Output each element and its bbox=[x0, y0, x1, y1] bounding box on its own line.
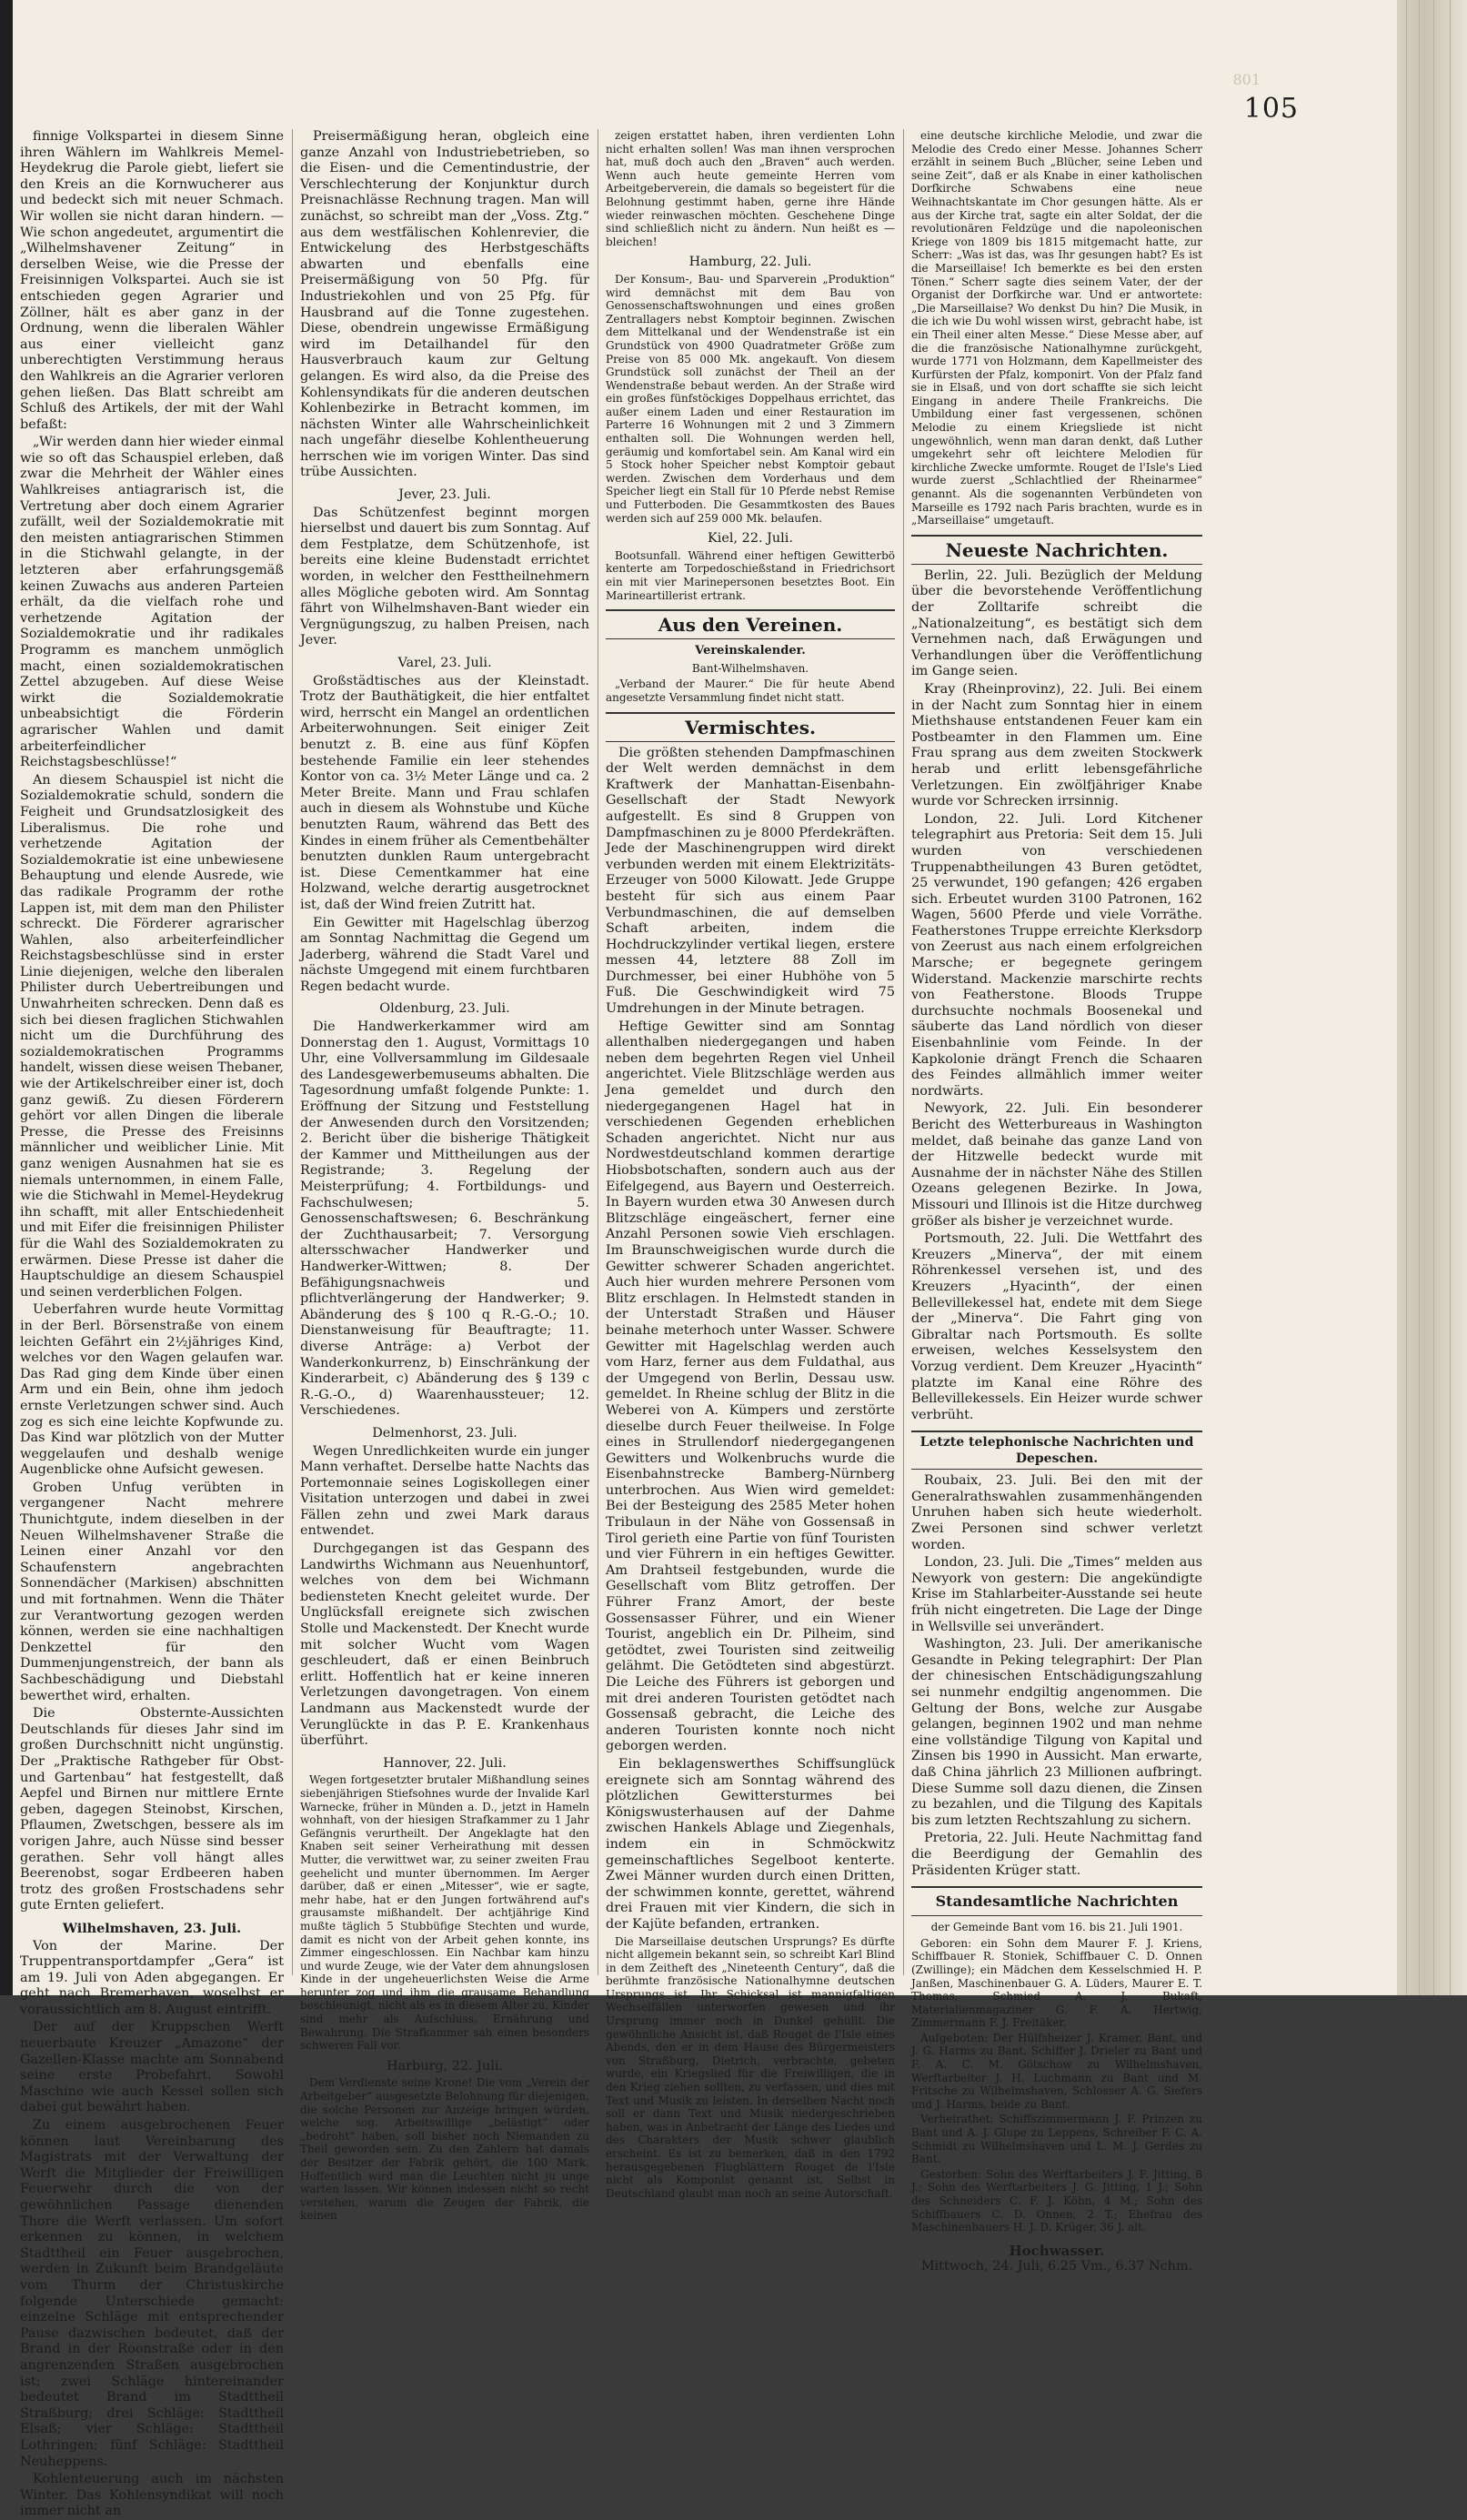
article-paragraph: Zu einem ausgebrochenen Feuer können laut Vereinbarung des Magistrats mit der Verwaltung der Werft die Mitglieder der Freiwilligen Feuerwehr durch die von der gewöhnlichen Passage dienenden Thore die Werft verlassen. Um sofort erkennen zu können, in welchem Stadttheil ein Feuer ausgebrochen, werden in Zukunft beim Brandgeläute vom Thurm der Christuskirche folgende Unterschiede gemacht: einzelne Schläge mit entsprechender Pause dazwischen bedeutet, daß der Brand in der Roonstraße oder in den angrenzenden Straßen ausgebrochen ist; zwei Schläge hintereinander bedeutet Brand im Stadttheil Straßburg; drei Schläge: Stadttheil Elsaß; vier Schläge: Stadttheil Lothringen; fünf Schläge: Stadttheil Neuheppens. bbox=[20, 2118, 284, 2469]
article-paragraph: Groben Unfug verübten in vergangener Nacht mehrere Thunichtgute, indem dieselben in der Neuen Wilhelmshavener Straße die Leinen einer Anzahl vor den Schaufenstern angebrachten Sonnendächer (Markisen) abschnitten und mit fortnahmen. Wenn die Thäter zur Verantwortung gezogen werden können, werden sie eine nachhaltigen Denkzettel für den Dummenjungenstreich, der bann als Sachbeschädigung und Diebstahl bewerthet wird, erhalten. bbox=[20, 1480, 284, 1703]
article-paragraph: eine deutsche kirchliche Melodie, und zwar die Melodie des Credo einer Messe. Johannes Scherr erzählt in seinem Buch „Blücher, seine Leben und seine Zeit“, daß er als Knabe in einer katholischen Dorfkirche Schwabens eine neue Weihnachtskantate im Chor gesungen hätte. Als er aus der Kirche trat, sagte ein alter Soldat, der die revolutionären Feldzüge und die napoleonischen Kriege von 1809 bis 1815 mitgemacht hatte, zur Scherr: „Was ist das, was Ihr gesungen habt? Es ist die Marseillaise! Ich bemerkte es bei den ersten Tönen.“ Scherr sagte dies seinem Vater, der der Organist der Dorfkirche war. Und er antwortete: „Die Marseillaise? Wo denkst Du hin? Die Musik, in die ich wie Du wohl wissen wirst, gebracht habe, ist ein Theil einer alten Messe.“ Diese Messe aber, auf die die französische Nationalhymne zurückgeht, wurde 1771 von Holzmann, dem Kapellmeister des Kurfürsten der Pfalz, komponirt. Von der Pfalz fand sie in Elsaß, und von dort schaffte sie sich leicht Eingang in andere Theile Frankreichs. Die Umbildung einer fast vergessenen, schönen Melodie zu einem Kriegsliede ist nicht ungewöhnlich, wenn man daran denkt, daß Luther umgekehrt sehr oft leichtere Melodien für kirchliche Zwecke umformte. Rouget de l'Isle's Lied wurde zuerst „Schlachtlied der Rheinarmee“ genannt. Als die sogenannten Verbündeten von Marseille es 1792 nach Paris brachten, wurde es in „Marseillaise“ umgetauft. bbox=[911, 129, 1202, 527]
dateline: Hannover, 22. Juli. bbox=[383, 1755, 507, 1771]
article-paragraph: Roubaix, 23. Juli. Bei den mit der Generalrathswahlen zusammenhängenden Unruhen haben sich heute wiederholt. Zwei Personen sind schwer verletzt worden. bbox=[911, 1473, 1202, 1552]
section-heading: Standesamtliche Nachrichten bbox=[911, 1886, 1202, 1916]
article-paragraph: Newyork, 22. Juli. Ein besonderer Bericht des Wetterbureaus in Washington meldet, daß beinahe das ganze Land von der Hitzwelle bedeckt wurde mit Ausnahme der in nächster Nähe des Stillen Ozeans gelegenen Bezirke. In Jowa, Missouri und Illinois ist die Hitze durchweg größer als bisher je verzeichnet wurde. bbox=[911, 1101, 1202, 1229]
article-paragraph: Ein beklagenswerthes Schiffsunglück ereignete sich am Sonntag während des plötzlichen Gewittersturmes bei Königswusterhausen auf der Dahme zwischen Hankels Ablage und Ziegenhals, indem ein in Schmöckwitz gemeinschaftliches Segelboot kenterte. Zwei Männer wurden durch einen Dritten, der schwimmen konnte, gerettet, während drei Frauen mit vier Kindern, die sich in der Kajüte befanden, ertranken. bbox=[606, 1756, 895, 1932]
section-subheading: Vereinskalender. bbox=[695, 644, 806, 658]
section-heading: Letzte telephonische Nachrichten und Depeschen. bbox=[911, 1431, 1202, 1470]
dateline: Hamburg, 22. Juli. bbox=[688, 255, 812, 270]
corner-mark: 801 bbox=[1232, 71, 1261, 88]
page-number: 105 bbox=[1243, 93, 1299, 125]
column-2 bbox=[300, 129, 589, 2223]
column-rule bbox=[903, 129, 904, 1975]
scan-border bbox=[0, 0, 13, 1995]
article-paragraph: Pretoria, 22. Juli. Heute Nachmittag fand die Beerdigung der Gemahlin des Präsidenten Krüger statt. bbox=[911, 1831, 1202, 1878]
column-1 bbox=[20, 129, 284, 2519]
edge-line bbox=[1419, 0, 1420, 1995]
column-rule bbox=[292, 129, 293, 1975]
section-heading: Vermischtes. bbox=[606, 712, 895, 742]
article-paragraph: Heftige Gewitter sind am Sonntag allenthalben niedergegangen und haben neben dem begehrten Regen viel Unheil angerichtet. Viele Blitzschläge werden aus Jena gemeldet und durch den niedergegangenen Hagel hat in verschiedenen Gegenden erheblichen Schaden angerichtet. Nicht nur aus Nordwestdeutschland kommen derartige Hiobsbotschaften, sondern auch aus der Eifelgegend, aus Bayern und Oesterreich. In Bayern wurden etwa 30 Anwesen durch Blitzschläge eingeäschert, ferner eine Anzahl Personen sowie Vieh erschlagen. Im Braunschweigischen wurde durch die Gewitter schwerer Schaden angerichtet. Auch hier wurden mehrere Personen vom Blitz erschlagen. In Helmstedt standen in der Unterstadt Straßen und Häuser beinahe meterhoch unter Wasser. Schwere Gewitter mit Hagelschlag werden auch vom Harz, ferner aus dem Fuldathal, aus der Umgegend von Berlin, Dessau usw. gemeldet. In Rheine schlug der Blitz in die Weberei von A. Kümpers und zerstörte dieselbe durch Feuer theilweise. In Folge eines in Strullendorf niedergegangenen Gewitters und Wolkenbruchs wurde die Eisenbahnstrecke Bamberg-Nürnberg unterbrochen. Aus Wien wird gemeldet: Bei der Besteigung des 2585 Meter hohen Tribulaun in der Nähe von Gossensaß in Tirol gerieth eine Partie von fünf Touristen und vier Führern in ein heftiges Gewitter. Am Drahtseil festgebunden, wurde die Gesellschaft vom Blitz getroffen. Der Führer Franz Amort, der beste Gossensasser Führer, und ein Wiener Tourist, angeblich ein Dr. Pilheim, sind getödtet, zwei Touristen sind zeitweilig gelähmt. Die Getödteten sind abgestürzt. Die Leiche des Führers ist geborgen und mit drei anderen Touristen getödtet nach Gossensaß gebracht, die Leiche des anderen Touristen konnte noch nicht geborgen werden. bbox=[606, 1019, 895, 1754]
article-paragraph: Kohlenteuerung auch im nächsten Winter. Das Kohlensyndikat will noch immer nicht an bbox=[20, 2472, 284, 2519]
page-edge bbox=[1397, 0, 1467, 1995]
section-subheading: Bant-Wilhelmshaven. bbox=[691, 661, 809, 675]
edge-line bbox=[1450, 0, 1451, 1995]
article-paragraph: London, 22. Juli. Lord Kitchener telegraphirt aus Pretoria: Seit dem 15. Juli wurden von verschiedenen Truppenabtheilungen 43 Buren getödtet, 25 verwundet, 190 gefangen; 426 ergaben sich. Erbeutet wurden 3100 Patronen, 162 Wagen, 5600 Pferde und viele Vorräthe. Featherstones Truppe erreichte Klerksdorp von Zeerust aus nach einem erfolgreichen Marsche; er begegnete geringem Widerstand. Mackenzie marschirte rechts von Featherstone. Bloods Truppe durchsuchte nochmals Boosenekal und säuberte das Land nördlich von dieser Eisenbahnlinie vom Feinde. In der Kapkolonie drängt French die Schaaren des Feindes allmählich immer weiter nordwärts. bbox=[911, 811, 1202, 1099]
article-paragraph: Washington, 23. Juli. Der amerikanische Gesandte in Peking telegraphirt: Der Plan der chinesischen Entschädigungszahlung sei nunmehr endgiltig angenommen. Die Geltung der Bons, welche zur Ausgabe gelangen, beginnen 1902 und man nehme eine vollständige Tilgung von Kapital und Zinsen bis 1990 in Aussicht. Man erwarte, daß China jährlich 23 Millionen aufbringt. Diese Summe soll dazu dienen, die Zinsen zu bezahlen, und die Tilgung des Kapitals bis zum letzten Rechtszahlung zu sichern. bbox=[911, 1637, 1202, 1828]
article-paragraph: Geboren: ein Sohn dem Maurer F. J. Kriens, Schiffbauer R. Stoniek, Schiffbauer C. D. Onnen (Zwillinge); ein Mädchen dem Kesselschmied H. P. Janßen, Maschinenbauer G. A. Lüders, Maurer E. T. Thomas, Schmied A. J. Bukaft, Materialienmagaziner G. F. A. Hertwig, Zimmermann F. J. Freitäker. bbox=[911, 1936, 1202, 2030]
article-paragraph: An diesem Schauspiel ist nicht die Sozialdemokratie schuld, sondern die Feigheit und Grundsatzlosigkeit des Liberalismus. Die rohe und verhetzende Agitation der Sozialdemokratie ist eine unbewiesene Behauptung und elende Ausrede, wie das radikale Programm der rothe Lappen ist, mit dem man den Philister schreckt. Die Förderer agrarischer Wahlen, also arbeiterfeindlicher Reichstagsbeschlüsse sind in erster Linie diejenigen, welche den liberalen Philister durch Uebertreibungen und Unwahrheiten schrecken. Denn daß es sich bei diesen fraglichen Stichwahlen nicht um die Durchführung des sozialdemokratischen Programms handelt, wissen diese weisen Thebaner, wie der Artikelschreiber einer ist, doch ganz gewiß. Zu diesen Förderern gehört vor allen Dingen die liberale Presse, die Presse des Freisinns männlicher und weiblicher Linie. Mit ganz wenigen Ausnahmen hat sie es niemals unternommen, in einem Falle, wie die Stichwahl in Memel-Heydekrug ihn schafft, mit aller Entschiedenheit und mit Eifer die freisinnigen Philister für die Wahl des Sozialdemokraten zu erwärmen. Diese Presse ist daher die Hauptschuldige an diesem Schauspiel und seinen verderblichen Folgen. bbox=[20, 772, 284, 1300]
article-paragraph: Die Obsternte-Aussichten Deutschlands für dieses Jahr sind im großen Durchschnitt nicht ungünstig. Der „Praktische Rathgeber für Obst- und Gartenbau“ hat festgestellt, daß Aepfel und Birnen nur mittlere Ernte geben, dagegen Steinobst, Kirschen, Pflaumen, Zwetschgen, bessere als im vorigen Jahre, auch Nüsse sind besser gerathen. Sehr voll hängt alles Beerenobst, sogar Erdbeeren haben trotz des großen Frostschadens sehr gute Ernten geliefert. bbox=[20, 1706, 284, 1913]
section-heading: Neueste Nachrichten. bbox=[911, 535, 1202, 565]
dateline: Kiel, 22. Juli. bbox=[708, 531, 793, 547]
article-paragraph: Verheirathet: Schiffszimmermann J. F. Prinzen zu Bant und A. J. Glupe zu Leppens, Schreiber F. C. A. Schmidt zu Wilhelmshaven und L. M. J. Gerdes zu Bant. bbox=[911, 2113, 1202, 2166]
section-subheading: der Gemeinde Bant vom 16. bis 21. Juli 1901. bbox=[930, 1921, 1183, 1934]
article-paragraph: Wegen Unredlichkeiten wurde ein junger Mann verhaftet. Derselbe hatte Nachts das Portemonnaie seines Logiskollegen einer Visitation unterzogen und dabei in zwei Fällen zehn und zwei Mark daraus entwendet. bbox=[300, 1443, 589, 1539]
dateline: Wilhelmshaven, 23. Juli. bbox=[62, 1920, 242, 1936]
article-paragraph: Von der Marine. Der Truppentransportdampfer „Gera“ ist am 19. Juli von Aden abgegangen. Er geht nach Bremerhaven, woselbst er voraussichtlich am 8. August eintrifft. bbox=[20, 1938, 284, 2017]
newspaper-page bbox=[13, 0, 1397, 2519]
article-paragraph: Die Marseillaise deutschen Ursprungs? Es dürfte nicht allgemein bekannt sein, so schreibt Karl Blind in dem Zeitheft des „Nineteenth Century“, daß die berühmte französische Nationalhymne deutschen Ursprungs ist. Ihr Schicksal ist mannigfaltigen Wechselfällen unterworfen gewesen und ihr Ursprung immer noch in Dunkel gehüllt. Die gewöhnliche Ansicht ist, daß Rouget de l'Isle eines Abends, den er in dem Hause des Bürgermeisters von Straßburg, Dietrich, verbrachte, gebeten wurde, ein Kriegslied für die Freiwilligen, die in den Krieg ziehen sollten, zu verfassen, und dies mit Text und Musik zu leisten. In derselben Nacht noch soll er dann Text und Musik niedergeschrieben haben, was in Anbetracht der Länge des Liedes und des Charakters der Musik schwer glaublich erscheint. Es ist zu bemerken, daß in den 1792 herausgegebenen Flugblättern Rouget de l'Isle nicht als Komponist genannt ist. Selbst in Deutschland glaubt man noch an seine Autorschaft. bbox=[606, 1934, 895, 2200]
article-paragraph: Kray (Rheinprovinz), 22. Juli. Bei einem in der Nacht zum Sonntag hier in einem Miethshause entstandenen Feuer kam ein Postbeamter in den Flammen um. Eine Frau sprang aus dem zweiten Stockwerk herab und erlitt lebensgefährliche Verletzungen. Ein zwölfjähriger Knabe wurde vor Schrecken irrsinnig. bbox=[911, 681, 1202, 809]
article-paragraph: Gestorben: Sohn des Werftarbeiters J. F. Jitting, 8 J.; Sohn des Werftarbeiters J. G. Jitting, 1 J.; Sohn des Schneiders C. F. J. Köhn, 4 M.; Sohn des Schiffbauers C. D. Onnen, 2 T.; Ehefrau des Maschinenbauers H. J. D. Krüger, 36 J. alt. bbox=[911, 2167, 1202, 2234]
edge-line bbox=[1433, 0, 1434, 1995]
article-paragraph: Dem Verdienste seine Krone! Die vom „Verein der Arbeitgeber“ ausgesetzte Belohnung für diejenigen, die solche Personen zur Anzeige bringen würden, welche sog. Arbeitswillige „belästigt“ oder „bedroht“ haben, soll bisher noch Niemanden zu Theil geworden sein. Zu den Zahlern hat damals der Besitzer der Fabrik gehört, die 100 Mark. Hoffentlich wird man die Leuchten nicht ju unge warten lassen. Wir können indessen nicht so recht verstehen, warum die Zeugen der Fabrik, die keinen bbox=[300, 2076, 589, 2223]
article-paragraph: Großstädtisches aus der Kleinstadt. Trotz der Bauthätigkeit, die hier entfaltet wird, herrscht ein Mangel an ordentlichen Arbeiterwohnungen. Seit einiger Zeit benutzt z. B. eine aus fünf Köpfen bestehende Familie ein leer stehendes Kontor von ca. 3½ Meter Länge und ca. 2 Meter Breite. Mann und Frau schlafen auch in diesem als Wohnstube und Küche benutzten Raum, während das Bett des Kindes in einem früher als Cementbehälter benutzten dunklen Raum untergebracht ist. Diese Cementkammer hat eine Holzwand, welche derartig ausgetrocknet ist, daß der Wind freien Zutritt hat. bbox=[300, 673, 589, 912]
article-paragraph: Durchgegangen ist das Gespann des Landwirths Wichmann aus Neuenhuntorf, welches von dem bei Wichmann bediensteten Knecht geleitet wurde. Der Unglücksfall ereignete sich zwischen Stolle und Mackenstedt. Der Knecht wurde mit solcher Wucht vom Wagen geschleudert, daß er einen Beinbruch erlitt. Hoffentlich hat er keine inneren Verletzungen davongetragen. Von einem Landmann aus Mackenstedt wurde der Verunglückte in das P. E. Krankenhaus überführt. bbox=[300, 1541, 589, 1749]
article-paragraph: Berlin, 22. Juli. Bezüglich der Meldung über die bevorstehende Veröffentlichung der Zolltarife schreibt die „Nationalzeitung“, es bestätigt sich dem Vernehmen nach, daß Erwägungen und Verhandlungen über die Veröffentlichung im Gange seien. bbox=[911, 567, 1202, 679]
column-3 bbox=[606, 129, 895, 2200]
edge-line bbox=[1406, 0, 1407, 1995]
article-paragraph: Ein Gewitter mit Hagelschlag überzog am Sonntag Nachmittag die Gegend um Jaderberg, während die Stadt Varel und nächste Umgegend mit einem furchtbaren Regen bedacht wurde. bbox=[300, 915, 589, 994]
column-4 bbox=[911, 129, 1202, 2274]
article-paragraph: Wegen fortgesetzter brutaler Mißhandlung seines siebenjährigen Stiefsohnes wurde der Invalide Karl Warnecke, früher in Münden a. D., jetzt in Hameln wohnhaft, von der hiesigen Strafkammer zu 1 Jahr Gefängnis verurtheilt. Der Angeklagte hat den Knaben seit seiner Verheirathung mit dessen Mutter, die verwittwet war, zu seiner zweiten Frau geehelicht und munter übernommen. Im Aerger darüber, daß er einen „Mitesser“, wie er sagte, mehr habe, hat er den Jungen fortwährend auf's grausamste mißhandelt. Der achtjährige Kind mußte täglich 5 Stubbüfige Stechten und wurde, damit es nicht von der Arbeit gehen konnte, ins Zimmer eingeschlossen. Ein Nachbar kam hinzu und wurde Zeuge, wie der Vater dem ahnungslosen Kinde in der ungeheuerlichsten Weise die Arme herunter zog und ihm die grausame Behandlung beschleunigt, nicht als es in diesem Alter zu. Kinder sind mehr als Aufschluss, Ernährung und Bewahrung. Die Strafkammer sah einen besonders schweren Fall vor. bbox=[300, 1773, 589, 2053]
article-paragraph: Die Handwerkerkammer wird am Donnerstag den 1. August, Vormittags 10 Uhr, eine Vollversammlung im Gildesaale des Landesgewerbemuseums abhalten. Die Tagesordnung umfaßt folgende Punkte: 1. Eröffnung der Sitzung und Feststellung der Anwesenden durch den Vorsitzenden; 2. Bericht über die bisherige Thätigkeit der Kammer und Mittheilungen aus der Registrande; 3. Regelung der Meisterprüfung; 4. Fortbildungs- und Fachschulwesen; 5. Genossenschaftswesen; 6. Beschränkung der Zuchthausarbeit; 7. Versorgung altersschwacher Handwerker und Handwerker-Wittwen; 8. Der Befähigungsnachweis und pflichtverlängerung der Handwerker; 9. Abänderung des § 100 q R.-G.-O.; 10. Dienstanweisung für Beauftragte; 11. diverse Anträge: a) Verbot der Wanderkonkurrenz, b) Einschränkung der Kinderarbeit, c) Abänderung des § 139 c R.-G.-O., d) Waarenhaussteuer; 12. Verschiedenes. bbox=[300, 1019, 589, 1419]
article-paragraph: Das Schützenfest beginnt morgen hierselbst und dauert bis zum Sonntag. Auf dem Festplatze, dem Schützenhofe, ist bereits eine kleine Budenstadt errichtet worden, in welcher den Festtheilnehmern alles Mögliche geboten wird. Am Sonntag fährt von Wilhelmshaven-Bant wieder ein Vergnügungszug, zu halben Preisen, nach Jever. bbox=[300, 505, 589, 648]
dateline: Oldenburg, 23. Juli. bbox=[379, 1001, 510, 1017]
dateline: Harburg, 22. Juli. bbox=[386, 2058, 503, 2073]
dateline: Varel, 23. Juli. bbox=[397, 656, 492, 670]
section-heading: Hochwasser. bbox=[1009, 2242, 1105, 2259]
tide-times: Mittwoch, 24. Juli, 6.25 Vm., 6.37 Nchm. bbox=[920, 2259, 1193, 2274]
article-paragraph: Der Konsum-, Bau- und Sparverein „Produktion“ wird demnächst mit dem Bau von Genossenschaftswohnungen und eines großen Zentrallagers nebst Komptoir beginnen. Zwischen dem Mittelkanal und der Wendenstraße ist ein Grundstück von 4900 Quadratmeter Größe zum Preise von 85 000 Mk. angekauft. Von diesem Grundstück soll zunächst der Theil an der Wendenstraße bebaut werden. An der Straße wird ein großes fünfstöckiges Doppelhaus errichtet, das außer einem Laden und einer Restauration im Parterre 16 Wohnungen mit 2 und 3 Zimmern enthalten soll. Die Wohnungen werden hell, geräumig und komfortabel sein. Am Kanal wird ein 5 Stock hoher Speicher nebst Komptoir gebaut werden. Zwischen dem Vorderhaus und dem Speicher liegt ein Stall für 10 Pferde nebst Remise und Futterboden. Die Gesammtkosten des Baues werden sich auf 259 000 Mk. belaufen. bbox=[606, 272, 895, 525]
article-paragraph: London, 23. Juli. Die „Times“ melden aus Newyork von gestern: Die angekündigte Krise im Stahlarbeiter-Ausstande sei heute früh nicht eingetreten. Die Lage der Dinge in Wellsville sei unverändert. bbox=[911, 1555, 1202, 1634]
article-paragraph: finnige Volkspartei in diesem Sinne ihren Wählern im Wahlkreis Memel-Heydekrug die Parole giebt, liefert sie den Kreis an die Kornwucherer aus und bedeckt sich mit neuer Schmach. Wir wollen sie nicht daran hindern. — Wie schon angedeutet, argumentirt die „Wilhelmshavener Zeitung“ in derselben Weise, wie die Presse der Freisinnigen Volkspartei. Auch sie ist entschieden gegen Agrarier und Zöllner, hält es aber ganz in der Ordnung, wenn die liberalen Wähler aus einer vielleicht ganz unberechtigten Verstimmung heraus den Wahlkreis an die Agrarier verloren gehen ließen. Das Blatt schreibt am Schluß des Artikels, der mit der Wahl befaßt: bbox=[20, 129, 284, 432]
article-paragraph: „Wir werden dann hier wieder einmal wie so oft das Schauspiel erleben, daß zwar die Mehrheit der Wähler eines Wahlkreises antiagrarisch ist, die Vertretung aber doch einem Agrarier zufällt, weil der Sozialdemokratie mit den meisten antiagrarischen Stimmen in die Stichwahl gelangte, in der letzteren aber erfahrungsgemäß keinen Zuwachs aus anderen Parteien erhält, da die vielfach rohe und verhetzende Agitation der Sozialdemokratie und ihr radikales Programm es manchem unmöglich macht, einen sozialdemokratischen Zettel abzugeben. Auf diese Weise wirkt die Sozialdemokratie unbeabsichtigt die Förderin agrarischer Wahlen und damit arbeiterfeindlicher Reichstagsbeschlüsse!“ bbox=[20, 435, 284, 770]
dateline: Delmenhorst, 23. Juli. bbox=[372, 1425, 517, 1441]
article-paragraph: Aufgeboten: Der Hülfsheizer J. Kramer, Bant, und J. G. Harms zu Bant, Schiffer J. Drieler zu Bant und F. A. C. M. Götschow zu Wilhelmshaven, Werftarbeiter J. H. Luchmann zu Bant und M. Fritsche zu Wilhelmshaven, Schlosser A. G. Siefers und J. Harms, beide zu Bant. bbox=[911, 2031, 1202, 2111]
dateline: Jever, 23. Juli. bbox=[398, 487, 491, 503]
article-paragraph: zeigen erstattet haben, ihren verdienten Lohn nicht erhalten sollen! Was man ihnen versprochen hat, muß doch auch den „Braven“ auch werden. Wenn auch heute gemeinte Herren vom Arbeitgeberverein, die damals so begeistert für die Belohnung gestimmt haben, gerne ihre Hände wieder reinwaschen möchten. Geschehene Dinge sind schließlich nicht zu ändern. Nun heißt es — bleichen! bbox=[606, 129, 895, 248]
section-heading: Aus den Vereinen. bbox=[606, 609, 895, 639]
article-paragraph: Der auf der Kruppschen Werft neuerbaute Kreuzer „Amazone“ der Gazellen-Klasse machte am Sonnabend seine erste Probefahrt. Sowohl Maschine wie auch Kessel sollen sich dabei gut bewährt haben. bbox=[20, 2020, 284, 2115]
article-paragraph: Preisermäßigung heran, obgleich eine ganze Anzahl von Industriebetrieben, so die Eisen- und die Cementindustrie, der Verschlechterung der Konjunktur durch Preisnachlässe Rechnung tragen. Man will zunächst, so schreibt man der „Voss. Ztg.“ aus dem westfälischen Kohlenrevier, die Entwickelung des Herbstgeschäfts abwarten und ebenfalls eine Preisermäßigung von 50 Pfg. für Industriekohlen und von 25 Pfg. für Hausbrand auf die Tonne zugestehen. Diese, obendrein ungewisse Ermäßigung wird im Detailhandel für den Hausverbrauch kaum zur Geltung gelangen. Es wird also, da die Preise des Kohlensyndikats für die anderen deutschen Kohlenbezirke in Betracht kommen, im nächsten Winter alle Wahrscheinlichkeit nach ungefähr dieselbe Kohlentheuerung herrschen wie im vorigen Winter. Das sind trübe Aussichten. bbox=[300, 129, 589, 480]
article-paragraph: Ueberfahren wurde heute Vormittag in der Berl. Börsenstraße von einem leichten Gefährt ein 2½jähriges Kind, welches vor den Wagen gelaufen war. Das Rad ging dem Kinde über einen Arm und ein Bein, ohne ihm jedoch ernste Verletzungen schwer sind. Auch zog es sich eine leichte Kopfwunde zu. Das Kind war plötzlich von der Mutter weggelaufen und deshalb wenige Augenblicke ohne Aufsicht gewesen. bbox=[20, 1302, 284, 1478]
article-paragraph: „Verband der Maurer.“ Die für heute Abend angesetzte Versammlung findet nicht statt. bbox=[606, 678, 895, 704]
article-paragraph: Portsmouth, 22. Juli. Die Wettfahrt des Kreuzers „Minerva“, der mit einem Röhrenkessel versehen ist, und des Kreuzers „Hyacinth“, der einen Bellevillekessel hat, endete mit dem Siege der „Minerva“. Die Fahrt ging von Gibraltar nach Portsmouth. Es sollte erweisen, welches Kesselsystem den Vorzug verdient. Dem Kreuzer „Hyacinth“ platzte im Kanal eine Röhre des Bellevillekessels. Ein Heizer wurde schwer verbrüht. bbox=[911, 1231, 1202, 1422]
article-paragraph: Die größten stehenden Dampfmaschinen der Welt werden demnächst in dem Kraftwerk der Manhattan-Eisenbahn-Gesellschaft der Stadt Newyork aufgestellt. Es sind 8 Gruppen von Dampfmaschinen zu je 8000 Pferdekräften. Jede der Maschinengruppen wird direkt verbunden werden mit einem Elektrizitäts-Erzeuger von 5000 Kilowatt. Jede Gruppe besteht für sich aus einem Paar Verbundmaschinen, die auf demselben Schaft arbeiten, indem die Hochdruckzylinder vertikal liegen, erstere messen 44, letztere 88 Zoll im Durchmesser, bei einer Hubhöhe von 5 Fuß. Die Geschwindigkeit wird 75 Umdrehungen in der Minute betragen. bbox=[606, 745, 895, 1017]
article-paragraph: Bootsunfall. Während einer heftigen Gewitterbö kenterte am Torpedoschießstand in Friedrichsort ein mit vier Marinepersonen besetztes Boot. Ein Marineartillerist ertrank. bbox=[606, 548, 895, 602]
